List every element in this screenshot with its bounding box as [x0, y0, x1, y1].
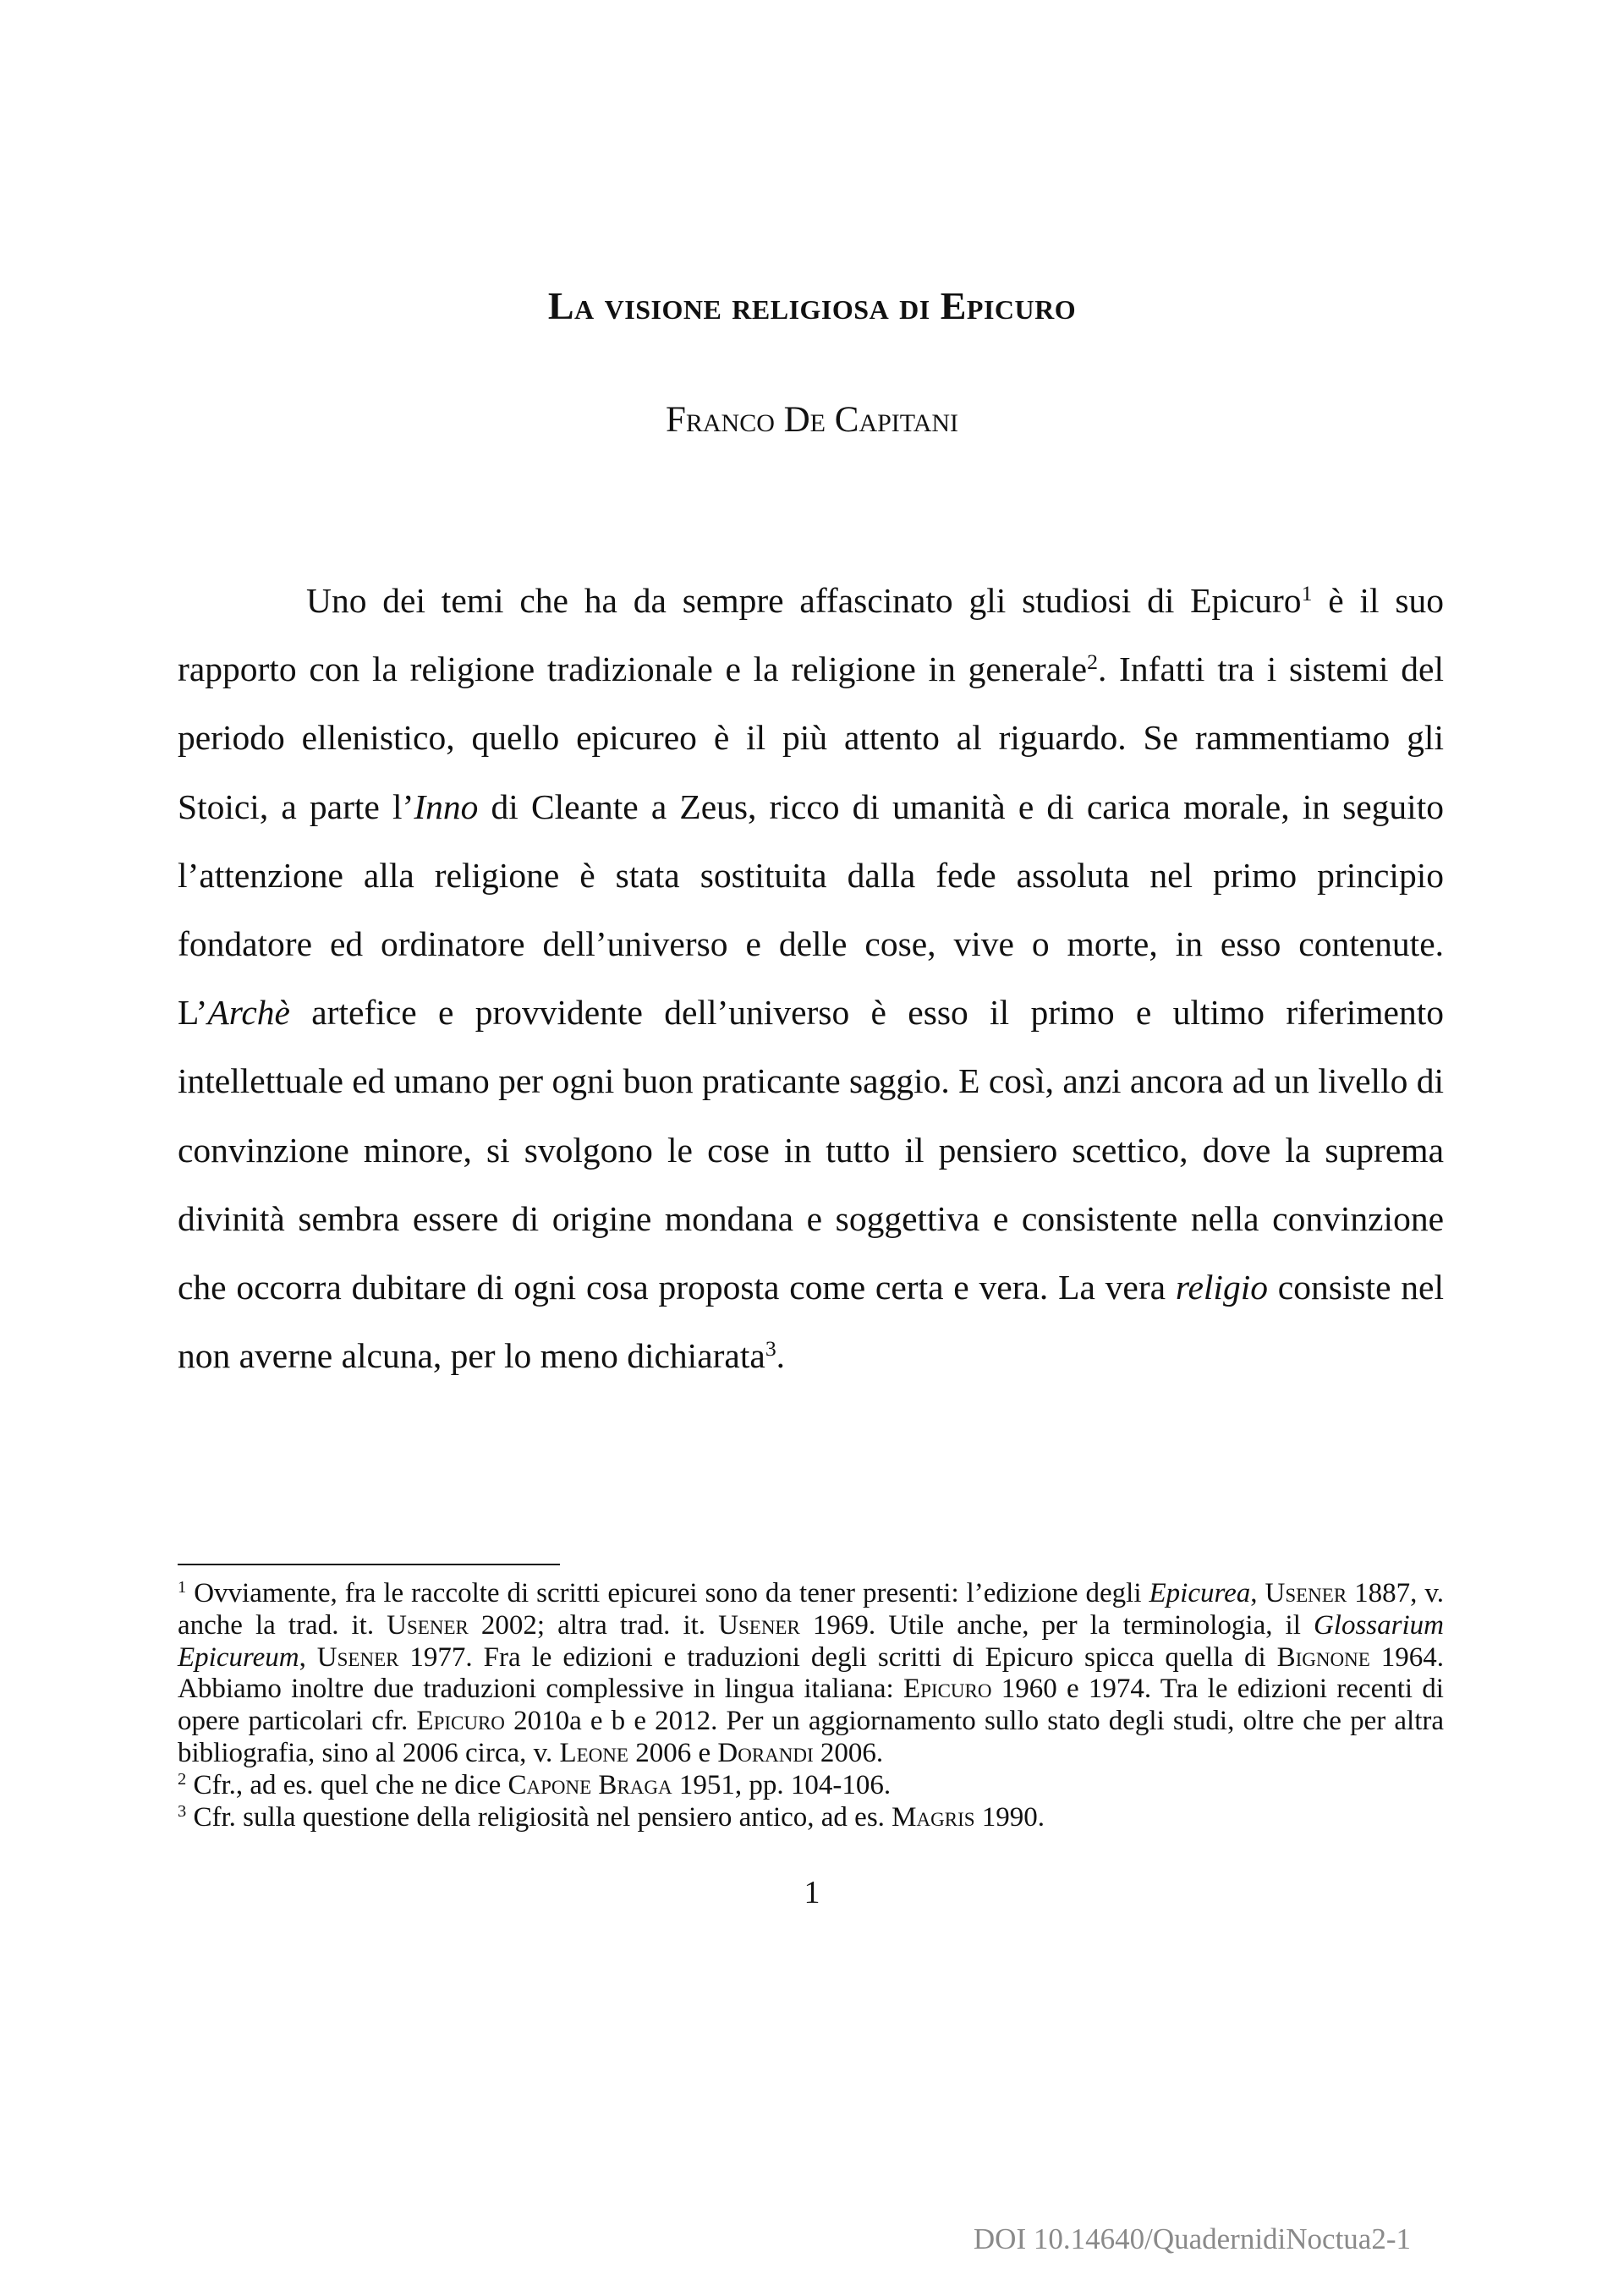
footnote-text: 2002; altra trad. it. [468, 1609, 719, 1641]
footnote-text: 1964. Abbiamo inoltre due traduzioni complessive in lingua italiana: [178, 1641, 1444, 1705]
footnote-number: 1 [178, 1577, 187, 1597]
cited-author: Epicuro [903, 1674, 992, 1705]
body-text-run: è il suo rapporto con la religione tradizionale e la religione in generale [178, 581, 1444, 689]
cited-author: Usener [718, 1609, 800, 1641]
footnote-text: 1977. Fra le edizioni e traduzioni degli scritti di Epicuro spicca quella di [398, 1641, 1277, 1673]
body-text-run: artefice e provvidente dell’universo è esso il primo e ultimo riferimento intellettuale ed umano per ogni buon praticante saggio. E così, anzi ancora ad un livello di convinzione minore, si svolgono le cose in tutto il pensiero scettico, dove la suprema divinità sembra essere di origine mondana e soggettiva e consistente nella convinzione che occorra dubitare di ogni cosa proposta come certa e vera. La vera [178, 993, 1444, 1307]
body-text-run: consiste nel non averne alcuna, per lo meno dichiarata [178, 1268, 1444, 1376]
footnote-ref-2[interactable]: 2 [1087, 649, 1098, 675]
body-text-run: Uno dei temi che ha da sempre affascinato gli studiosi di Epicuro [306, 581, 1302, 620]
page-number: 1 [804, 1875, 820, 1910]
doi-label: DOI 10.14640/QuadernidiNoctua2-1 [973, 2222, 1411, 2255]
cited-author: Bignone [1276, 1641, 1370, 1673]
footnote-text: 1887, v. anche la trad. it. [178, 1578, 1445, 1641]
footnote-number: 2 [178, 1769, 187, 1789]
footnote-text: , [1250, 1578, 1265, 1608]
italic-title-epicurea: Epicurea [1149, 1578, 1251, 1608]
footnote-text: , [299, 1641, 317, 1673]
body-text-run: di Cleante a Zeus, ricco di umanità e di carica morale, in seguito l’attenzione alla religione è stata sostituita dalla fede assoluta nel primo principio fondatore ed ordinatore dell’universo e delle cose, vive o morte, in esso contenute. L’ [178, 786, 1444, 1033]
footnote-text: Cfr. sulla questione della religiosità nel pensiero antico, ad es. [186, 1801, 892, 1833]
footnote-text: 1990. [974, 1801, 1045, 1833]
italic-title-glossarium: Glossarium Epicureum [178, 1609, 1444, 1673]
footnote-separator [178, 1564, 560, 1565]
cited-author: Usener [387, 1609, 469, 1641]
footnote-number: 3 [178, 1801, 187, 1821]
footnote-text: Cfr., ad es. quel che ne dice [186, 1769, 508, 1800]
footnote-text: 2006 e [628, 1737, 718, 1768]
footnote-text: 1951, pp. 104-106. [672, 1769, 892, 1800]
footnote-ref-3[interactable]: 3 [765, 1336, 776, 1362]
italic-term-religio: religio [1175, 1268, 1268, 1307]
footnotes-section [178, 1578, 1444, 1833]
footnote-text: 2010a e b e 2012. Per un aggiornamento sullo stato degli studi, oltre che per altra bibliografia, sino al 2006 circa, v. [178, 1706, 1444, 1768]
cited-author: Usener [316, 1641, 399, 1673]
cited-author: Magris [892, 1801, 975, 1833]
body-text-run: . [776, 1336, 786, 1376]
cited-author: Leone [559, 1737, 628, 1768]
footnote-text: 1969. Utile anche, per la terminologia, il [799, 1609, 1314, 1641]
footnote-2 [178, 1770, 1444, 1802]
footnote-3 [178, 1802, 1444, 1834]
cited-author: Dorandi [717, 1737, 814, 1768]
cited-author: Epicuro [416, 1706, 505, 1737]
body-text-run: . Infatti tra i sistemi del periodo ellenistico, quello epicureo è il più attento al riguardo. Se rammentiamo gli Stoici, a parte l’ [178, 649, 1444, 826]
footnote-text: Ovviamente, fra le raccolte di scritti epicurei sono da tener presenti: l’edizione degli [186, 1578, 1149, 1608]
article-author: Franco De Capitani [665, 400, 959, 440]
body-paragraph [178, 567, 1444, 1390]
article-title: La visione religiosa di Epicuro [547, 284, 1077, 327]
footnote-text: 1960 e 1974. Tra le edizioni recenti di opere particolari cfr. [178, 1674, 1444, 1737]
italic-term-arche: Archè [207, 993, 290, 1033]
italic-term-inno: Inno [414, 786, 479, 826]
cited-author: Capone Braga [508, 1769, 672, 1800]
footnote-1 [178, 1578, 1444, 1770]
footnote-ref-1[interactable]: 1 [1301, 580, 1313, 606]
footnote-text: 2006. [813, 1737, 884, 1768]
cited-author: Usener [1265, 1578, 1347, 1608]
